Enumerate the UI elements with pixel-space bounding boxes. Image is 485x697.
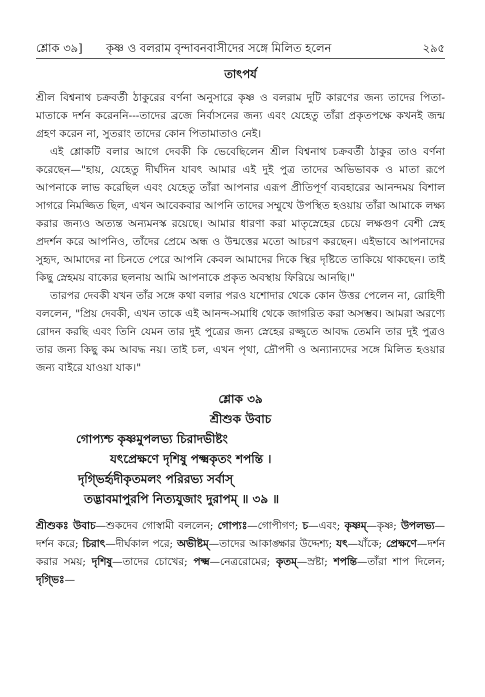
verse-number: শ্লোক ৩৯	[218, 392, 263, 406]
page-number: ২৯৫	[422, 41, 445, 55]
synonym-meaning: তাদের আকাঙ্ক্ষার উদ্দেশ্য;	[219, 538, 333, 550]
synonym-meaning: এবং;	[318, 520, 341, 532]
synonym-word: যৎ	[336, 538, 348, 550]
synonym-word: প্রেক্ষণে	[385, 538, 417, 550]
synonym-meaning: দর্শন করে;	[36, 538, 79, 550]
verse-reference: শ্লোক ৩৯]	[36, 41, 83, 55]
synonym-meaning: গোপীগণ;	[257, 520, 299, 532]
purport-paragraph: শ্রীল বিশ্বনাথ চক্রবর্তী ঠাকুরের বর্ণনা অনুসারে কৃষ্ণ ও বলরাম দুটি কারণের জন্য তাদের পিতা-মাতাকে দর্শন করেননি---তাদের ব্রজে নির্বাসনের জন্য এবং যেহেতু তাঁরা প্রকৃতপক্ষে কখনই জন্ম গ্রহণ করেন না, সুতরাং তাদের কোন পিতামাতাও নেই।	[36, 92, 445, 140]
synonym-meaning: তাঁরা শাপ দিলেন;	[367, 556, 445, 568]
synonym-word: গোপ্যঃ	[217, 520, 248, 532]
synonym-word: উপলভ্য	[400, 520, 435, 532]
synonym-meaning: তাদের চোখের;	[122, 556, 188, 568]
synonym-word: শপন্তি	[333, 556, 357, 568]
synonym-word: শ্রীশুকঃ উবাচ	[36, 520, 96, 532]
purport-paragraph: তারপর দেবকী যখন তাঁর সঙ্গে কথা বলার পরও যশোদার থেকে কোন উত্তর পেলেন না, রোহিণী বললেন, "প্রিয় দেবকী, এখন তাকে এই আনন্দ-সমাধি থেকে জাগরিত করা অসম্ভব। আমরা অরণ্যে রোদন করছি এবং তিনি যেমন তার দুই পুত্রের জন্য স্নেহের রজ্জুতে আবদ্ধ তেমনি তার দুই পুত্রও তার জন্য কিছু কম আবদ্ধ নয়। তাই চল, এখন পৃথা, দ্রৌপদী ও অন্যান্যদের সঙ্গে মিলিত হওয়ার জন্য বাইরে যাওয়া যাক।"	[36, 290, 445, 374]
synonym-word: কৃষ্ণম্	[344, 520, 367, 532]
header-divider	[36, 58, 445, 59]
verse-line: দৃগ্ভির্হৃদীকৃতমলং পরিরভ্য সর্বাস্	[78, 472, 234, 486]
verse-line: যৎপ্রেক্ষণে দৃশিষু পক্ষ্মকৃতং শপন্তি ।	[110, 452, 272, 466]
verse-speaker: শ্রীশুক উবাচ	[209, 412, 272, 426]
synonym-meaning: স্রষ্টা;	[307, 556, 328, 568]
synonym-word: চ	[302, 520, 309, 532]
synonym-meaning: দর্শন করার সময়;	[36, 538, 446, 568]
synonym-word: পক্ষ্ম	[193, 556, 210, 568]
synonym-meaning: নেত্ররোমের;	[220, 556, 271, 568]
running-header	[36, 40, 445, 60]
synonym-meaning: কৃষ্ণ;	[376, 520, 397, 532]
synonym-meaning: যাঁকে;	[358, 538, 382, 550]
synonym-word: অভীষ্টম্	[177, 538, 209, 550]
verse-block	[36, 389, 445, 509]
verse-line: গোপ্যশ্চ কৃষ্ণমুপলভ্য চিরাদভীষ্টং	[76, 432, 228, 446]
purport-paragraph: এই শ্লোকটি বলার আগে দেবকী কি ভেবেছিলেন শ্রীল বিশ্বনাথ চক্রবর্তী ঠাকুর তাও বর্ণনা করেছেন—"হায়, যেহেতু দীর্ঘদিন যাবৎ আমার এই দুই পুত্র তাদের অভিভাবক ও মাতা রূপে আপনাকে লাভ করেছিল এবং যেহেতু তাঁরা আপনার এরূপ প্রীতিপূর্ণ ব্যবহারের আনন্দময় বিশাল সাগরে নিমজ্জিত ছিল, এখন আবেকবার আপনি তাদের সম্মুখে উপস্থিত হওয়ায় তাঁরা আমাকে লক্ষ্য করার জন্যও অত্যন্ত অন্যমনস্ক রয়েছে। আমার ধারণা করা মাতৃস্নেহের চেয়ে লক্ষগুণ বেশী স্নেহ প্রদর্শন করে আপনিও, তাঁদের প্রেমে অন্ধ ও উন্মত্তের মতো আচরণ করছেন। এইভাবে আপনাদের সুহৃদ, আমাদের না চিনতে পেরে আপনি কেবল আমাদের দিকে স্থির দৃষ্টিতে তাকিয়ে থাকছেন। তাই কিছু স্নেহময় বাক্যের ছলনায় আমি আপনাকে প্রকৃত অবস্থায় ফিরিয়ে আনছি।"	[36, 146, 445, 284]
synonym-word: দৃশিষু	[91, 556, 113, 568]
synonyms-block: শ্রীশুকঃ উবাচ—শুকদেব গোস্বামী বললেন; গোপ্যঃ—গোপীগণ; চ—এবং; কৃষ্ণম্—কৃষ্ণ; উপলভ্য—দর্শন করে; চিরাৎ—দীর্ঘকাল পরে; অভীষ্টম্—তাদের আকাঙ্ক্ষার উদ্দেশ্য; যৎ—যাঁকে; প্রেক্ষণে—দর্শন করার সময়; দৃশিষু—তাদের চোখের; পক্ষ্ম—নেত্ররোমের; কৃতম্—স্রষ্টা; শপন্তি—তাঁরা শাপ দিলেন; দৃগ্ভিঃ—	[36, 520, 446, 586]
synonym-word: কৃতম্	[276, 556, 297, 568]
synonym-word: চিরাৎ	[82, 538, 106, 550]
verse-line: তদ্ভাবমাপুরপি নিত্যযুজাং দুরাপম্ ॥ ৩৯ ॥	[84, 492, 280, 506]
synonym-meaning: দীর্ঘকাল পরে;	[115, 538, 174, 550]
synonym-meaning: শুকদেব গোস্বামী বললেন;	[106, 520, 214, 532]
page-body	[36, 66, 445, 589]
synonym-word: দৃগ্ভিঃ	[36, 574, 65, 586]
chapter-title: কৃষ্ণ ও বলরাম বৃন্দাবনবাসীদের সঙ্গে মিলিত হলেন	[106, 41, 332, 55]
purport-heading: তাৎপর্য	[224, 67, 257, 81]
